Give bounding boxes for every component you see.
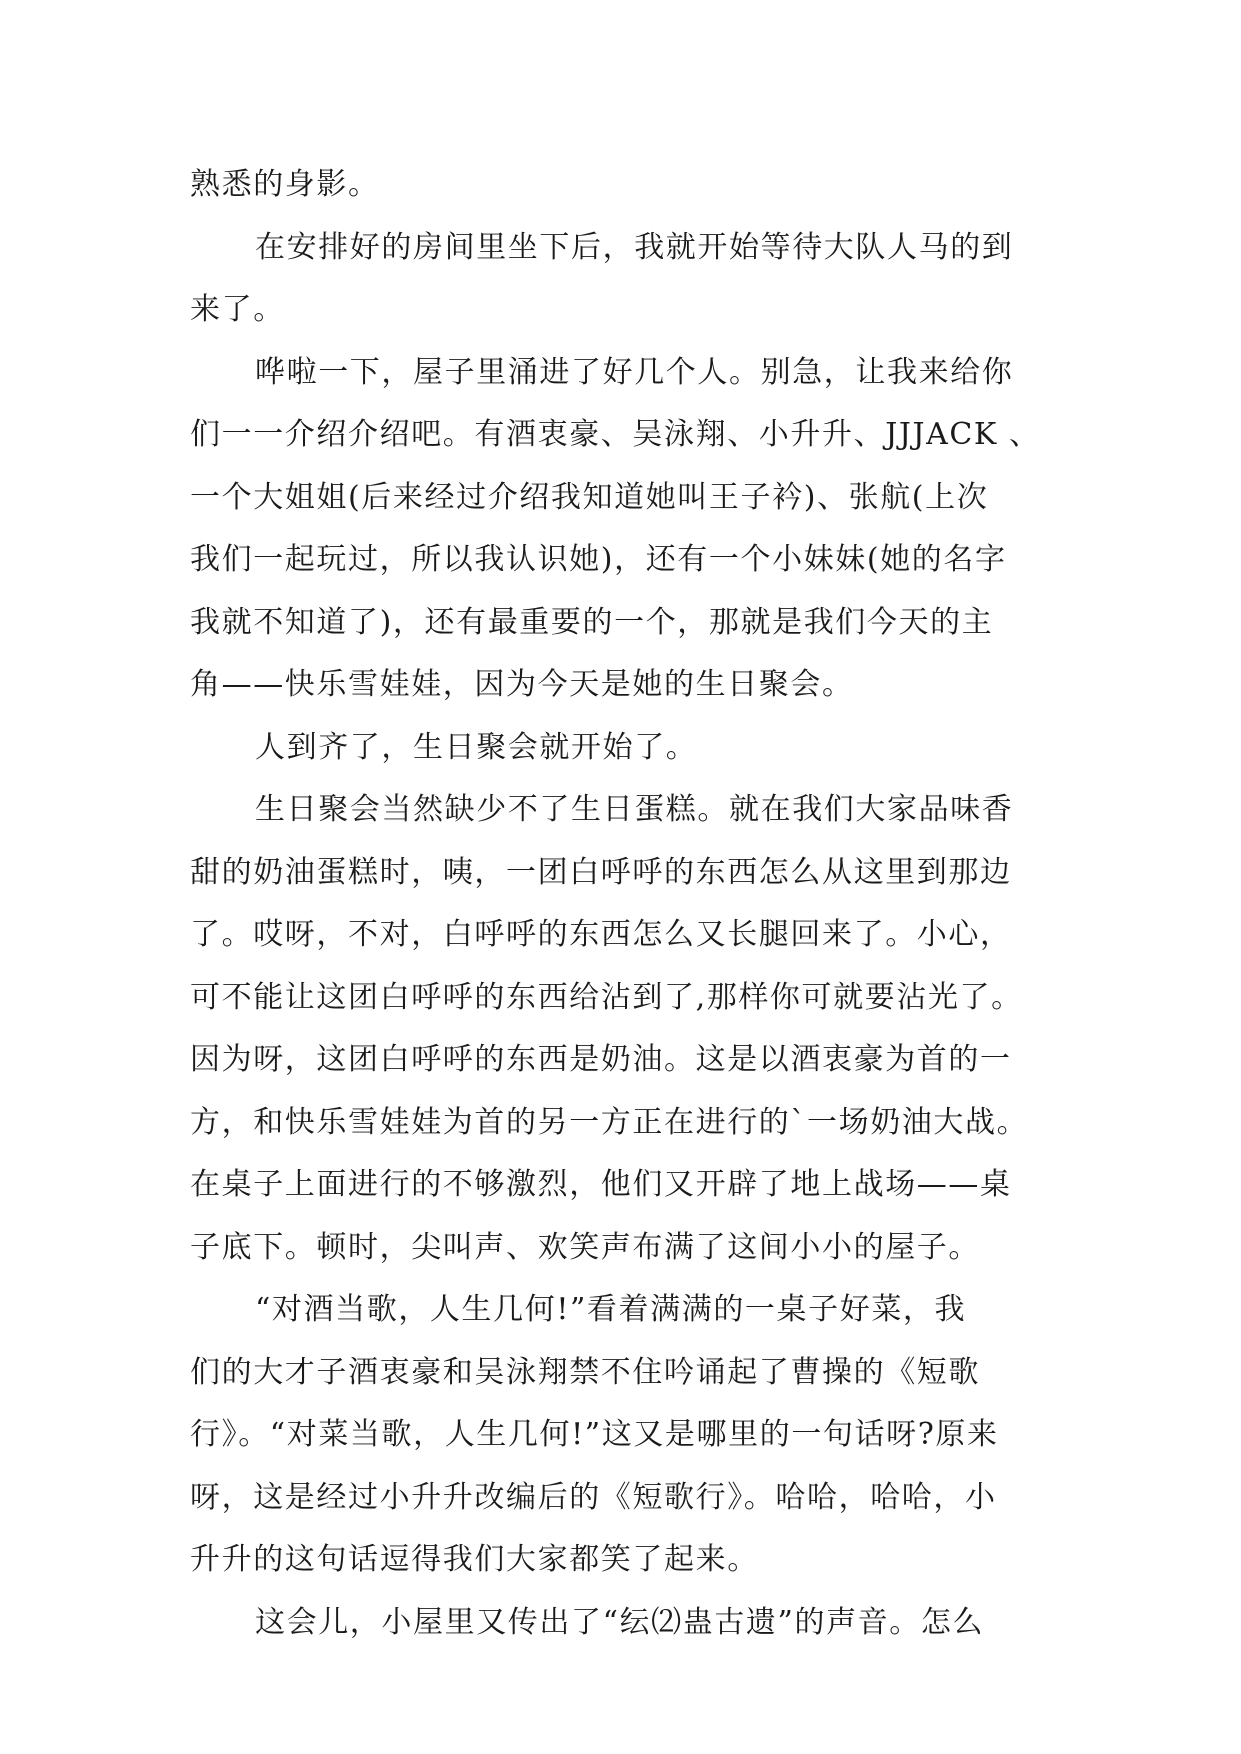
text-line: 角——快乐雪娃娃，因为今天是她的生日聚会。 [190, 667, 854, 702]
text-line: 方，和快乐雪娃娃为首的另一方正在进行的`一场奶油大战。 [190, 1104, 1029, 1140]
text-line: 我就不知道了)，还有最重要的一个，那就是我们今天的主 [190, 604, 994, 640]
text-line: 因为呀，这团白呼呼的东西是奶油。这是以酒衷豪为首的一 [190, 1042, 1012, 1077]
text-line: “对酒当歌，人生几何!”看着满满的一桌子好菜，我 [255, 1292, 967, 1327]
text-line: 人到齐了，生日聚会就开始了。 [255, 729, 698, 765]
text-line: 行》。“对菜当歌，人生几何!”这又是哪里的一句话呀?原来 [190, 1417, 999, 1452]
text-line: 来了。 [190, 292, 285, 327]
text-line: 我们一起玩过，所以我认识她)，还有一个小妹妹(她的名字 [190, 542, 1007, 577]
text-line: 这会儿，小屋里又传出了“纭⑵蛊古遗”的声音。怎么 [255, 1604, 985, 1640]
text-line: 熟悉的身影。 [190, 167, 380, 202]
text-line: 一个大姐姐(后来经过介绍我知道她叫王子衿)、张航(上次 [190, 479, 989, 515]
text-line: 在桌子上面进行的不够激烈，他们又开辟了地上战场——桌 [190, 1167, 1012, 1202]
text-line: 可不能让这团白呼呼的东西给沾到了,那样你可就要沾光了。 [190, 979, 1023, 1015]
text-line: 呀，这是经过小升升改编后的《短歌行》。哈哈，哈哈，小 [190, 1479, 997, 1515]
text-line: 们的大才子酒衷豪和吴泳翔禁不住吟诵起了曹操的《短歌 [190, 1354, 980, 1390]
text-line: 在安排好的房间里坐下后，我就开始等待大队人马的到 [255, 229, 1014, 265]
body-text [190, 154, 1070, 1654]
text-line: 们一一介绍介绍吧。有酒衷豪、吴泳翔、小升升、JJJACK 、 [190, 417, 1041, 452]
text-line: 子底下。顿时，尖叫声、欢笑声布满了这间小小的屋子。 [190, 1229, 980, 1265]
text-line: 哗啦一下，屋子里涌进了好几个人。别急，让我来给你 [255, 354, 1014, 390]
text-line: 生日聚会当然缺少不了生日蛋糕。就在我们大家品味香 [255, 792, 1014, 827]
text-line: 升升的这句话逗得我们大家都笑了起来。 [190, 1542, 759, 1577]
text-line: 了。哎呀，不对，白呼呼的东西怎么又长腿回来了。小心， [190, 917, 1012, 952]
text-line: 甜的奶油蛋糕时，咦，一团白呼呼的东西怎么从这里到那边 [190, 854, 1012, 890]
